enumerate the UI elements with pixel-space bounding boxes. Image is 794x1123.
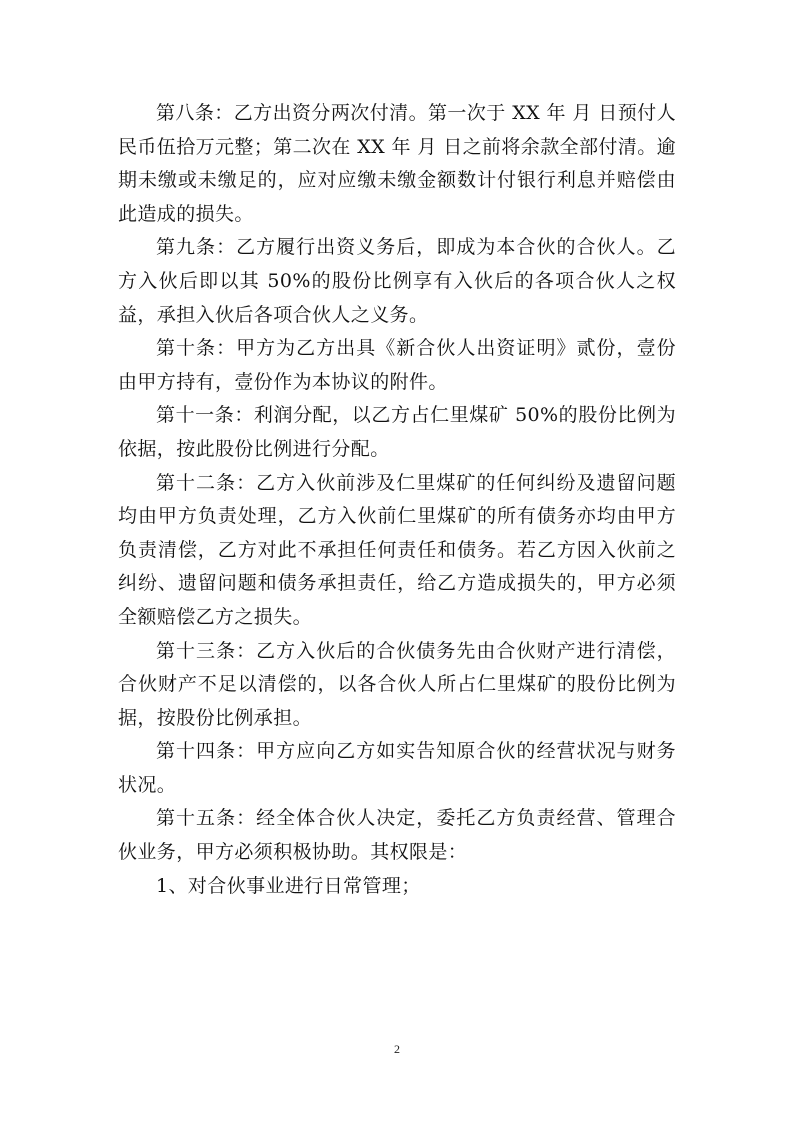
article-8-paragraph: 第八条：乙方出资分两次付清。第一次于 XX 年 月 日预付人民币伍拾万元整；第二次在 XX 年 月 日之前将余款全部付清。逾期未缴或未缴足的，应对应缴未缴金额数计付银行利息并赔偿由此造成的损失。 bbox=[118, 102, 677, 225]
document-body bbox=[118, 97, 676, 903]
page-number: 2 bbox=[394, 1042, 400, 1056]
list-item-1: 1、对合伙事业进行日常管理； bbox=[156, 874, 421, 897]
article-9-paragraph: 第九条：乙方履行出资义务后，即成为本合伙的合伙人。乙方入伙后即以其 50%的股份比例享有入伙后的各项合伙人之权益，承担入伙后各项合伙人之义务。 bbox=[118, 236, 676, 326]
article-12-paragraph: 第十二条：乙方入伙前涉及仁里煤矿的任何纠纷及遗留问题均由甲方负责处理，乙方入伙前仁里煤矿的所有债务亦均由甲方负责清偿，乙方对此不承担任何责任和债务。若乙方因入伙前之纠纷、遗留问题和债务承担责任，给乙方造成损失的，甲方必须全额赔偿乙方之损失。 bbox=[118, 471, 676, 628]
article-15-paragraph: 第十五条：经全体合伙人决定，委托乙方负责经营、管理合伙业务，甲方必须积极协助。其权限是： bbox=[118, 807, 676, 864]
article-13-paragraph: 第十三条：乙方入伙后的合伙债务先由合伙财产进行清偿，合伙财产不足以清偿的，以各合伙人所占仁里煤矿的股份比例为据，按股份比例承担。 bbox=[118, 639, 676, 729]
article-14-paragraph: 第十四条：甲方应向乙方如实告知原合伙的经营状况与财务状况。 bbox=[118, 740, 676, 796]
article-10-paragraph: 第十条：甲方为乙方出具《新合伙人出资证明》贰份，壹份由甲方持有，壹份作为本协议的附件。 bbox=[118, 337, 676, 393]
article-11-paragraph: 第十一条：利润分配，以乙方占仁里煤矿 50%的股份比例为依据，按此股份比例进行分配。 bbox=[118, 404, 676, 460]
